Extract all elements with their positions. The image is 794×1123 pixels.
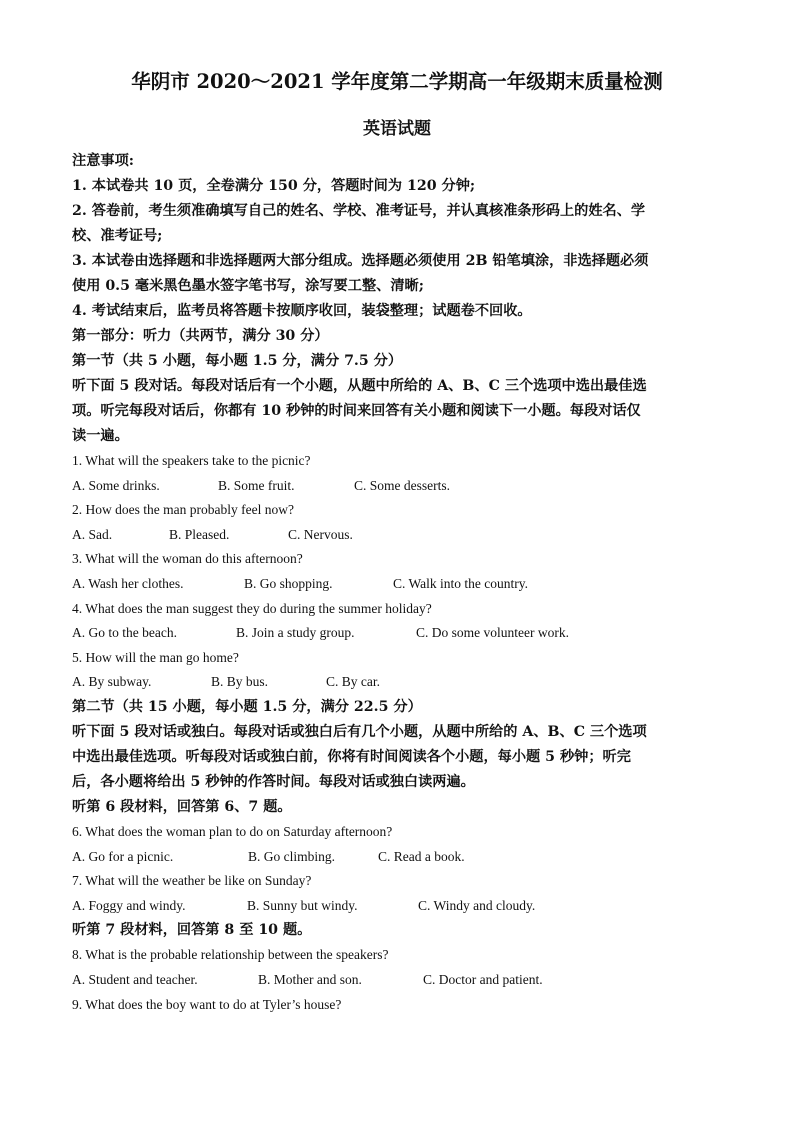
question-options bbox=[72, 572, 724, 597]
option-b: B. Go shopping. bbox=[244, 575, 333, 591]
option-a: A. By subway. bbox=[72, 674, 152, 690]
question-stem: 2. How does the man probably feel now? bbox=[72, 502, 294, 518]
option-a: A. Student and teacher. bbox=[72, 971, 198, 987]
option-b: B. Mother and son. bbox=[258, 971, 362, 987]
notes-line: 2. 答卷前，考生须准确填写自己的姓名、学校、准考证号，并认真核准条形码上的姓名、学 bbox=[72, 203, 646, 219]
question-stem: 6. What does the woman plan to do on Saturday afternoon? bbox=[72, 823, 393, 839]
section2-instructions: 中选出最佳选项。听每段对话或独白前，你将有时间阅读各个小题，每小题 5 秒钟；听完 bbox=[72, 748, 631, 765]
question-options bbox=[72, 845, 724, 870]
section1-instructions: 听下面 5 段对话。每段对话后有一个小题，从题中所给的 A、B、C 三个选项中选出最佳选 bbox=[72, 378, 647, 394]
option-c: C. Walk into the country. bbox=[393, 575, 529, 591]
question-options bbox=[72, 523, 724, 548]
section2-heading: 第二节（共 15 小题，每小题 1.5 分，满分 22.5 分） bbox=[72, 698, 422, 715]
option-b: B. Pleased. bbox=[169, 526, 230, 542]
option-a: A. Wash her clothes. bbox=[72, 575, 184, 591]
exam-content bbox=[72, 149, 724, 1017]
option-a: A. Foggy and windy. bbox=[72, 897, 186, 913]
question-options bbox=[72, 968, 724, 993]
option-a: A. Sad. bbox=[72, 526, 113, 542]
option-c: C. Windy and cloudy. bbox=[418, 897, 536, 913]
option-b: B. Some fruit. bbox=[218, 477, 295, 493]
question-options bbox=[72, 621, 724, 646]
option-c: C. Read a book. bbox=[378, 848, 465, 864]
notes-line: 4. 考试结束后，监考员将答题卡按顺序收回，装袋整理；试题卷不回收。 bbox=[72, 303, 532, 319]
section2-instructions: 听下面 5 段对话或独白。每段对话或独白后有几个小题，从题中所给的 A、B、C 三个选项 bbox=[72, 723, 647, 740]
question-stem: 8. What is the probable relationship between the speakers? bbox=[72, 947, 389, 963]
option-c: C. Doctor and patient. bbox=[423, 971, 543, 987]
exam-title: 华阴市 2020～2021 学年度第二学期高一年级期末质量检测 bbox=[131, 70, 663, 93]
option-a: A. Some drinks. bbox=[72, 477, 160, 493]
notes-line: 3. 本试卷由选择题和非选择题两大部分组成。选择题必须使用 2B 铅笔填涂，非选择题必须 bbox=[72, 253, 649, 269]
part1-heading: 第一部分：听力（共两节，满分 30 分） bbox=[72, 328, 329, 344]
option-b: B. Sunny but windy. bbox=[247, 897, 358, 913]
question-stem: 5. How will the man go home? bbox=[72, 649, 239, 665]
section1-instructions: 项。听完每段对话后，你都有 10 秒钟的时间来回答有关小题和阅读下一小题。每段对话仅 bbox=[72, 403, 641, 419]
notes-line: 使用 0.5 毫米黑色墨水签字笔书写，涂写要工整、清晰; bbox=[72, 278, 424, 294]
question-stem: 9. What does the boy want to do at Tyler’s house? bbox=[72, 996, 342, 1012]
option-c: C. Nervous. bbox=[288, 526, 353, 542]
option-c: C. By car. bbox=[326, 674, 380, 690]
notes-line: 校、准考证号; bbox=[72, 228, 163, 244]
question-stem: 1. What will the speakers take to the picnic? bbox=[72, 453, 311, 468]
question-stem: 7. What will the weather be like on Sunday? bbox=[72, 873, 312, 889]
question-options bbox=[72, 474, 724, 499]
notes-line: 1. 本试卷共 10 页，全卷满分 150 分，答题时间为 120 分钟; bbox=[72, 178, 476, 194]
option-c: C. Do some volunteer work. bbox=[416, 625, 569, 641]
section1-heading: 第一节（共 5 小题，每小题 1.5 分，满分 7.5 分） bbox=[72, 353, 403, 369]
question-options bbox=[72, 670, 724, 695]
section1-instructions: 读一遍。 bbox=[72, 428, 129, 444]
notes-heading: 注意事项: bbox=[72, 153, 134, 169]
section2-instructions: 后，各小题将给出 5 秒钟的作答时间。每段对话或独白读两遍。 bbox=[72, 773, 475, 790]
option-a: A. Go to the beach. bbox=[72, 625, 177, 641]
question-stem: 4. What does the man suggest they do during the summer holiday? bbox=[72, 600, 432, 616]
material-7-heading: 听第 7 段材料，回答第 8 至 10 题。 bbox=[72, 922, 312, 939]
option-b: B. Join a study group. bbox=[236, 625, 355, 641]
question-stem: 3. What will the woman do this afternoon? bbox=[72, 551, 303, 567]
question-options bbox=[72, 894, 724, 919]
exam-subtitle: 英语试题 bbox=[363, 119, 431, 139]
material-6-heading: 听第 6 段材料，回答第 6、7 题。 bbox=[72, 798, 292, 815]
option-b: B. By bus. bbox=[211, 674, 269, 690]
option-a: A. Go for a picnic. bbox=[72, 848, 174, 864]
option-c: C. Some desserts. bbox=[354, 477, 450, 493]
option-b: B. Go climbing. bbox=[248, 848, 335, 864]
